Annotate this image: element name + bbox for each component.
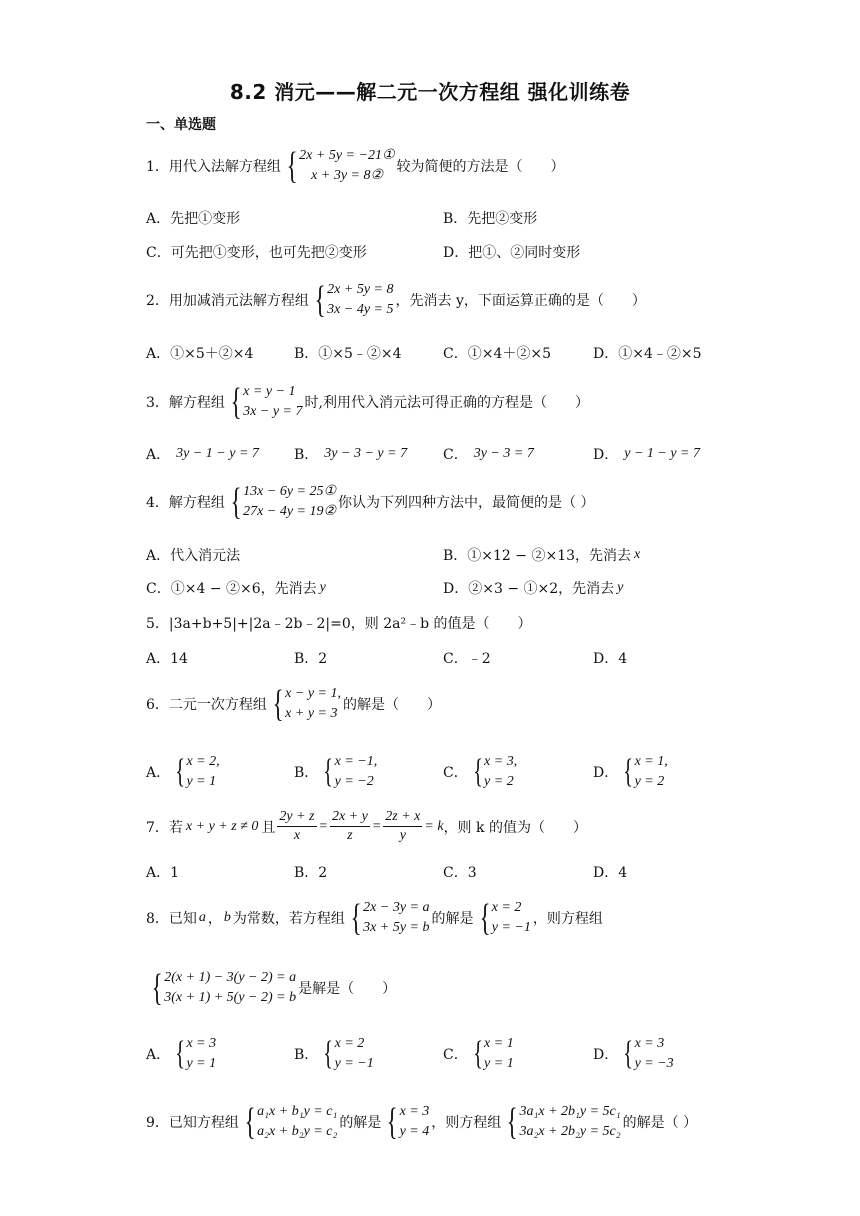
option-text: ①×12 − ②×13，先消去 <box>467 548 632 564</box>
question-text-tail: 是解是（ ） <box>298 981 397 997</box>
question-7: 7． 若 x + y + z ≠ 0 且 $\frac{2y + z}{x}$ = $\frac{2x + y}{z}$ = $\frac{2z + x}{y}$ = k ，则 k 的值为（ ） <box>146 809 587 843</box>
question-text-comma: ， <box>207 911 222 927</box>
equation-system: { 13x − 6y = 25① 27x − 4y = 19② <box>230 481 337 523</box>
var-a: a <box>198 910 206 925</box>
question-text: 用加减消元法解方程组 <box>168 293 309 309</box>
fraction-2 <box>330 808 370 845</box>
q8-option-b[interactable] <box>294 1034 376 1074</box>
option-variable: x <box>634 547 641 562</box>
question-8 <box>146 898 603 938</box>
q3-option-b[interactable] <box>294 444 407 464</box>
question-text: 解方程组 <box>168 395 225 411</box>
option-expression: 3y − 3 − y = 7 <box>324 446 408 461</box>
q2-option-c[interactable]: C．①×4＋②×5 <box>443 346 551 362</box>
solution-x: x = −1, <box>334 754 378 769</box>
q2-option-a[interactable]: A．①×5＋②×4 <box>146 346 254 362</box>
solution-system: { x = 3, y = 2 <box>472 753 518 790</box>
q5-option-c[interactable]: C．﹣2 <box>443 651 491 667</box>
denominator: y <box>399 828 406 843</box>
equation-2: x + y = 3 <box>285 706 338 721</box>
solution-x: x = 1 <box>484 1036 514 1051</box>
question-text-and: 且 <box>261 819 276 836</box>
q5-option-a[interactable]: A．14 <box>146 651 188 667</box>
question-8-continued <box>146 968 396 1008</box>
equation-system: { x = y − 1 3x − y = 7 <box>230 381 303 423</box>
denominator: z <box>347 828 353 843</box>
equation-1: 13x − 6y = 25① <box>243 484 337 499</box>
question-6 <box>146 684 441 724</box>
question-text-mid: 的解是 <box>431 911 474 927</box>
equation-2: 3a₂x + 2b₂y = 5c₂ <box>519 1124 621 1139</box>
solution-y: y = −1 <box>491 920 531 935</box>
question-text-tail: 较为简便的方法是（ ） <box>396 159 565 175</box>
q5-option-b[interactable]: B．2 <box>294 651 328 667</box>
equation-1: 2x − 3y = a <box>363 900 430 915</box>
question-number: 7． <box>146 819 169 836</box>
solution-y: y = 2 <box>484 774 514 789</box>
numerator: 2z + x <box>383 808 422 827</box>
q6-option-a[interactable] <box>146 752 222 792</box>
q8-option-a[interactable] <box>146 1034 218 1074</box>
option-label: B． <box>294 1047 319 1063</box>
option-label: C． <box>443 1047 468 1063</box>
equation-system-2: { 3a₁x + 2b₁y = 5c₁ 3a₂x + 2b₂y = 5c₂ <box>506 1101 621 1143</box>
numerator: 2x + y <box>330 808 370 827</box>
question-4 <box>146 482 595 522</box>
equation-1: a₁x + b₁y = c₁ <box>257 1104 338 1119</box>
equation-2: 3x − y = 7 <box>243 404 303 419</box>
q4-option-c[interactable] <box>146 578 326 598</box>
question-text-mid: ，则方程组 <box>431 1115 502 1131</box>
solution-x: x = 1, <box>634 754 668 769</box>
question-text-tail: ，则 k 的值为（ ） <box>443 819 587 836</box>
option-label: B． <box>443 548 468 564</box>
equation-system: { 2(x + 1) − 3(y − 2) = a 3(x + 1) + 5(y − 2) = b <box>151 967 297 1009</box>
solution-x: x = 2 <box>334 1036 365 1051</box>
q3-option-d[interactable] <box>593 444 700 464</box>
solution-system: { x = 1 y = 1 <box>472 1035 514 1072</box>
equation-1: 2x + 5y = 8 <box>327 282 394 297</box>
option-variable: y <box>617 580 624 595</box>
question-1 <box>146 146 565 186</box>
fraction-3 <box>383 808 422 845</box>
question-text-mid: 的解是 <box>339 1115 382 1131</box>
option-expression: y − 1 − y = 7 <box>624 446 701 461</box>
question-5: 5．|3a+b+5|+|2a﹣2b﹣2|=0，则 2a²﹣b 的值是（ ） <box>146 616 532 632</box>
question-text: 解方程组 <box>168 495 225 511</box>
question-number: 2． <box>146 293 169 309</box>
question-text-tail: ，先消去 y，下面运算正确的是（ ） <box>395 293 646 309</box>
question-text-mid: 为常数，若方程组 <box>232 911 345 927</box>
question-text-tail: ，则方程组 <box>532 911 603 927</box>
option-label: C． <box>443 765 468 781</box>
equation-1: 2(x + 1) − 3(y − 2) = a <box>164 970 297 985</box>
fraction-1 <box>277 808 316 845</box>
solution-y: y = 4 <box>399 1124 430 1139</box>
option-label: A． <box>146 1047 171 1063</box>
solution-x: x = 2 <box>491 900 522 915</box>
q1-option-d[interactable]: D．把①、②同时变形 <box>443 245 581 261</box>
question-text: 若 <box>168 819 183 836</box>
equation-2: 3x − 4y = 5 <box>327 302 394 317</box>
solution-x: x = 2, <box>186 754 220 769</box>
solution-x: x = 3 <box>399 1104 430 1119</box>
solution-system: { x = 2 y = −1 <box>479 897 531 939</box>
equation-1: 2x + 5y = −21① <box>299 148 395 163</box>
q1-option-c[interactable]: C．可先把①变形，也可先把②变形 <box>146 245 367 261</box>
q4-option-b[interactable] <box>443 545 640 565</box>
question-text: 已知 <box>168 911 197 927</box>
q8-option-d[interactable] <box>593 1034 676 1074</box>
solution-system: { x = 3 y = 4 <box>386 1101 430 1143</box>
equation-system: { 2x + 5y = −21① x + 3y = 8② <box>286 145 395 187</box>
question-number: 4． <box>146 495 169 511</box>
question-number: 3． <box>146 395 169 411</box>
option-label: C． <box>443 447 468 463</box>
option-expression: 3y − 1 − y = 7 <box>176 446 259 461</box>
equation-1: 3a₁x + 2b₁y = 5c₁ <box>519 1104 621 1119</box>
equation-1: x − y = 1, <box>285 686 341 701</box>
q3-option-a[interactable] <box>146 444 259 464</box>
q1-option-b[interactable]: B．先把②变形 <box>443 211 538 227</box>
q1-option-a[interactable]: A．先把①变形 <box>146 211 241 227</box>
q8-option-c[interactable] <box>443 1034 516 1074</box>
solution-system: { x = 3 y = 1 <box>175 1035 217 1072</box>
question-9 <box>146 1102 697 1142</box>
q6-option-b[interactable] <box>294 752 379 792</box>
section-heading: 一、单选题 <box>146 117 216 133</box>
option-text: ②×3 − ①×2，先消去 <box>468 581 615 597</box>
solution-y: y = 1 <box>484 1056 514 1071</box>
page-title: 8.2 消元——解二元一次方程组 强化训练卷 <box>229 80 631 104</box>
equation-2: a₂x + b₂y = c₂ <box>257 1124 338 1139</box>
question-number: 6． <box>146 697 169 713</box>
question-text: 已知方程组 <box>168 1115 239 1131</box>
solution-y: y = −3 <box>634 1056 674 1071</box>
question-text: 二元一次方程组 <box>168 697 267 713</box>
question-number: 9． <box>146 1115 169 1131</box>
question-text: 用代入法解方程组 <box>168 159 281 175</box>
equals-k: = k <box>424 818 444 834</box>
solution-system: { x = 1, y = 2 <box>623 753 668 790</box>
option-label: B． <box>294 447 319 463</box>
option-label: B． <box>294 765 319 781</box>
solution-x: x = 3 <box>186 1036 217 1051</box>
q7-option-b[interactable]: B．2 <box>294 865 328 881</box>
q4-option-a[interactable]: A．代入消元法 <box>146 548 241 564</box>
q4-option-d[interactable] <box>443 578 623 598</box>
solution-y: y = −1 <box>334 1056 374 1071</box>
equation-system: { x − y = 1, x + y = 3 <box>272 683 341 725</box>
solution-x: x = 3, <box>484 754 518 769</box>
equation-system: { 2x + 5y = 8 3x − 4y = 5 <box>314 279 394 321</box>
equation-2: x + 3y = 8② <box>311 168 384 183</box>
solution-y: y = −2 <box>334 774 374 789</box>
question-text-tail: 你认为下列四种方法中，最简便的是（ ） <box>338 495 595 511</box>
q7-option-a[interactable]: A．1 <box>146 865 180 881</box>
option-label: D． <box>443 581 469 597</box>
question-text-tail: 的解是（ ） <box>622 1115 698 1131</box>
q2-option-b[interactable]: B．①×5﹣②×4 <box>294 346 402 362</box>
q7-option-c[interactable]: C．3 <box>443 865 477 881</box>
q6-option-d[interactable] <box>593 752 670 792</box>
option-text: ①×4 − ②×6，先消去 <box>170 581 317 597</box>
option-label: A． <box>146 447 171 463</box>
equation-2: 3x + 5y = b <box>363 920 430 935</box>
equation-2: 27x − 4y = 19② <box>243 504 337 519</box>
question-text-tail: 时,利用代入消元法可得正确的方程是（ ） <box>304 395 589 411</box>
option-expression: 3y − 3 = 7 <box>473 446 534 461</box>
condition: x + y + z ≠ 0 <box>185 818 259 834</box>
option-label: D． <box>593 1047 619 1063</box>
option-label: D． <box>593 447 619 463</box>
solution-y: y = 1 <box>186 1056 217 1071</box>
var-b: b <box>223 910 231 925</box>
solution-system: { x = 3 y = −3 <box>623 1035 674 1072</box>
q7-option-d[interactable]: D．4 <box>593 865 628 881</box>
question-number: 8． <box>146 911 169 927</box>
denominator: x <box>293 828 301 843</box>
question-number: 1． <box>146 159 169 175</box>
solution-y: y = 1 <box>186 774 217 789</box>
q5-option-d[interactable]: D．4 <box>593 651 628 667</box>
question-text-tail: 的解是（ ） <box>343 697 441 713</box>
solution-system: { x = 2, y = 1 <box>175 753 220 790</box>
equation-system: { 2x − 3y = a 3x + 5y = b <box>350 897 430 939</box>
question-3 <box>146 382 589 422</box>
numerator: 2y + z <box>277 808 316 827</box>
option-variable: y <box>319 580 326 595</box>
option-label: D． <box>593 765 619 781</box>
equation-system: { a₁x + b₁y = c₁ a₂x + b₂y = c₂ <box>244 1101 338 1143</box>
equation-1: x = y − 1 <box>243 384 296 399</box>
solution-y: y = 2 <box>634 774 665 789</box>
solution-system: { x = 2 y = −1 <box>323 1035 374 1072</box>
q6-option-c[interactable] <box>443 752 519 792</box>
option-label: C． <box>146 581 171 597</box>
solution-system: { x = −1, y = −2 <box>323 753 378 790</box>
equation-2: 3(x + 1) + 5(y − 2) = b <box>164 990 297 1005</box>
solution-x: x = 3 <box>634 1036 665 1051</box>
q3-option-c[interactable] <box>443 444 534 464</box>
question-2 <box>146 280 646 320</box>
option-label: A． <box>146 765 171 781</box>
q2-option-d[interactable]: D．①×4﹣②×5 <box>593 346 702 362</box>
